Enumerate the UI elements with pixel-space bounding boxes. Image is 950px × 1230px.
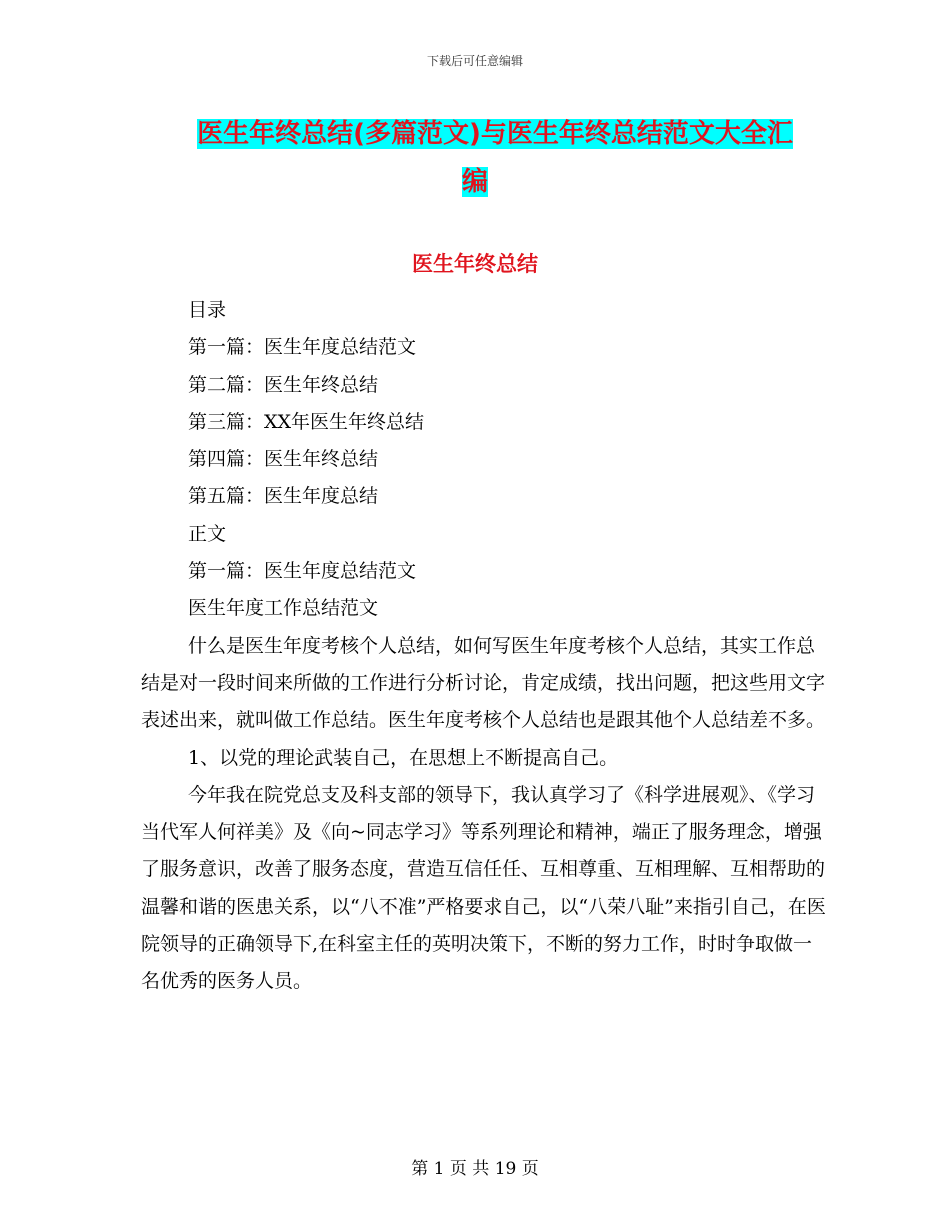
body-heading: 正文 <box>188 522 227 545</box>
document-title <box>0 110 950 206</box>
toc-item: 第一篇：医生年度总结范文 <box>188 336 417 359</box>
document-body <box>141 292 831 1001</box>
document-title-line1: 医生年终总结(多篇范文)与医生年终总结范文大全汇 <box>197 119 793 149</box>
body-paragraph: 今年我在院党总支及科支部的领导下，我认真学习了《科学进展观》、《学习当代军人何祥美》及《向~同志学习》等系列理论和精神，端正了服务理念，增强了服务意识，改善了服务态度，营造互信任任、互相尊重、互相理解、互相帮助的温馨和谐的医患关系，以“八不准”严格要求自己，以“八荣八耻”来指引自己，在医院领导的正确领导下,在科室主任的英明决策下，不断的努力工作，时时争取做一名优秀的医务人员。 <box>141 783 826 993</box>
section-title: 医生年终总结 <box>412 252 538 276</box>
toc-heading: 目录 <box>188 299 227 321</box>
chapter-subtitle: 医生年度工作总结范文 <box>188 597 379 620</box>
header-note: 下载后可任意编辑 <box>426 54 523 68</box>
toc-item: 第四篇：医生年终总结 <box>188 448 379 471</box>
toc-item: 第五篇：医生年度总结 <box>188 485 379 508</box>
body-paragraph: 1、以党的理论武装自己，在思想上不断提高自己。 <box>188 746 619 769</box>
chapter-title: 第一篇：医生年度总结范文 <box>188 560 417 583</box>
toc-item: 第二篇：医生年终总结 <box>188 373 379 396</box>
toc-item: 第三篇：XX年医生年终总结 <box>188 410 425 433</box>
page-number: 第 1 页 共 19 页 <box>411 1159 539 1179</box>
document-title-line2: 编 <box>461 167 488 197</box>
body-paragraph: 什么是医生年度考核个人总结，如何写医生年度考核个人总结，其实工作总结是对一段时间来所做的工作进行分析讨论，肯定成绩，找出问题，把这些用文字表述出来，就叫做工作总结。医生年度考核个人总结也是跟其他个人总结差不多。 <box>141 634 826 732</box>
